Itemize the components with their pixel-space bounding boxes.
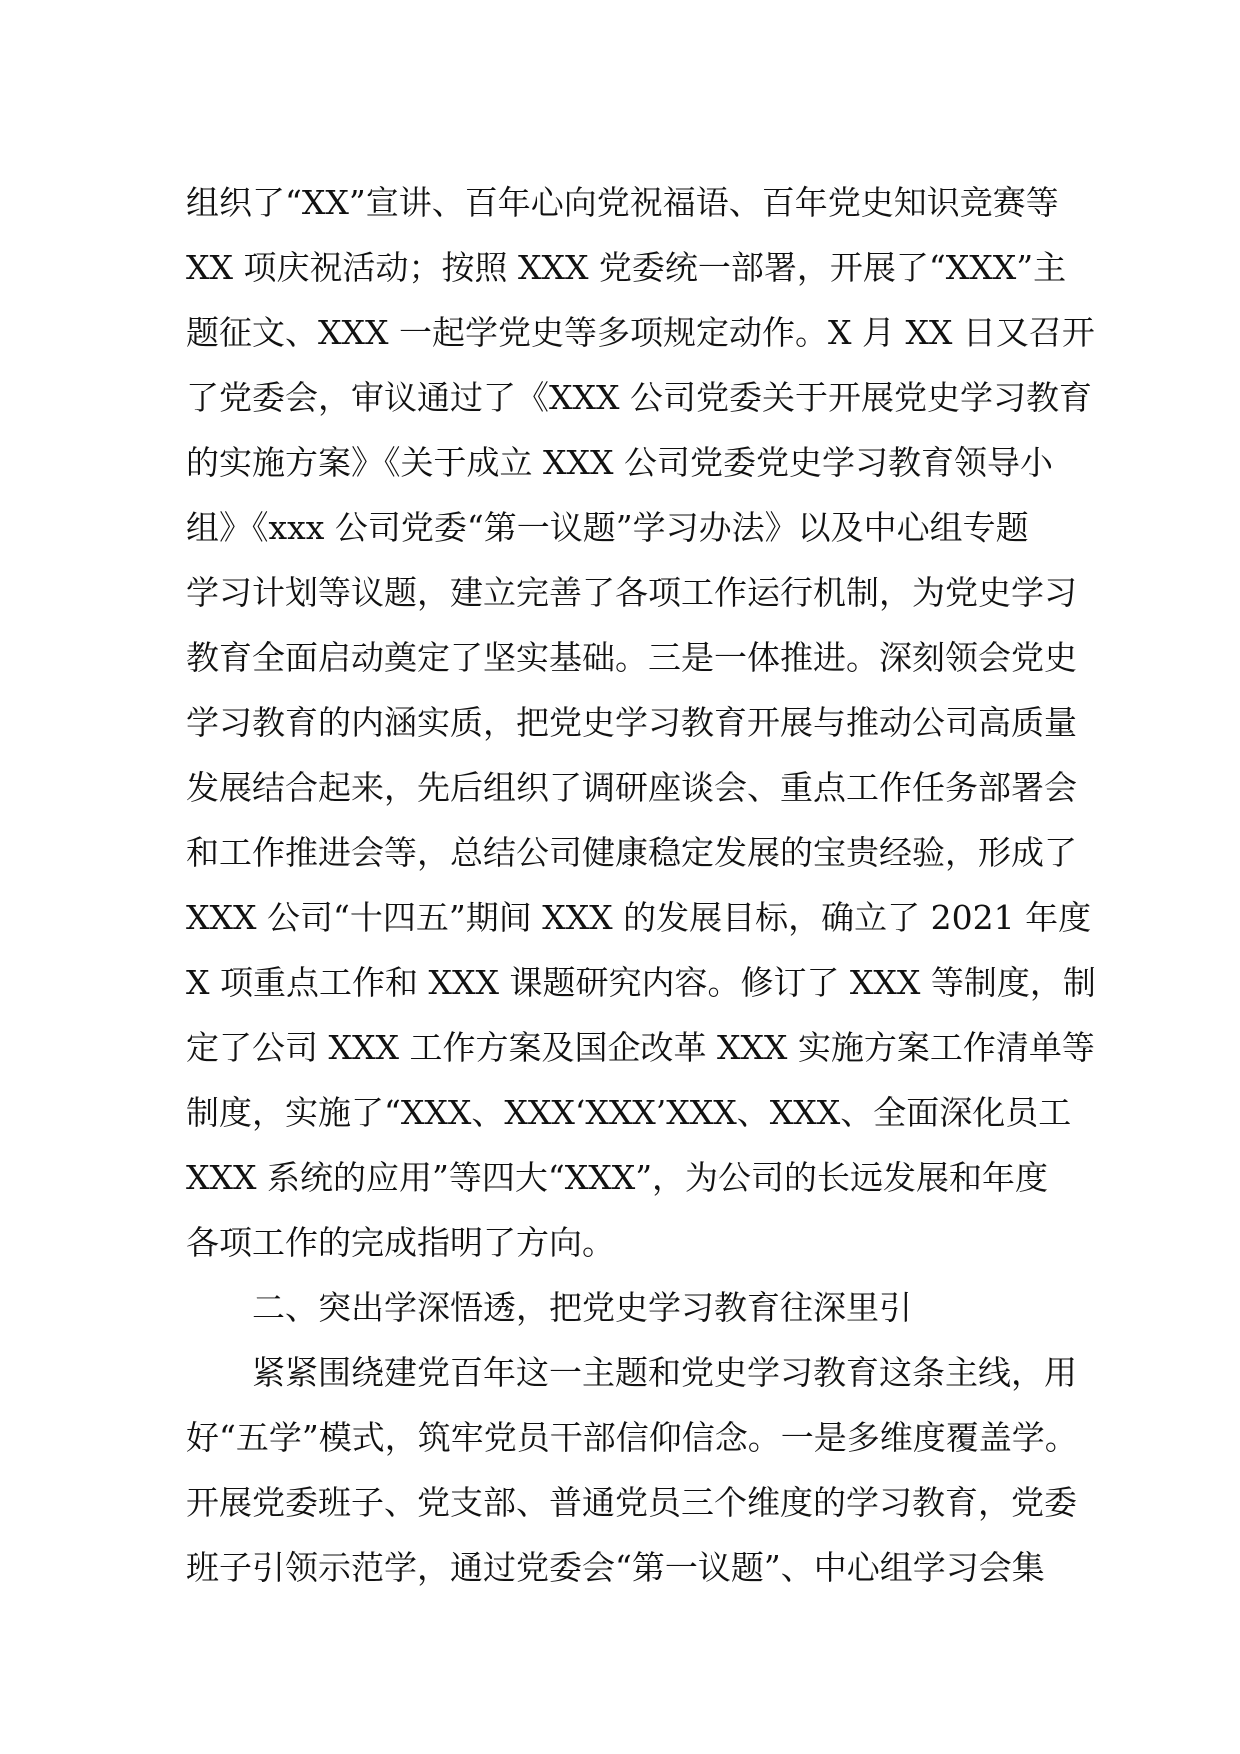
- text-line: 题征文、XXX 一起学党史等多项规定动作。X 月 XX 日又召开: [186, 313, 1095, 352]
- text-line: 和工作推进会等，总结公司健康稳定发展的宝贵经验，形成了: [186, 833, 1077, 872]
- text-line: 学习计划等议题，建立完善了各项工作运行机制，为党史学习: [186, 573, 1077, 612]
- text-line: 制度，实施了“XXX、XXX‘XXX’XXX、XXX、全面深化员工: [186, 1093, 1072, 1132]
- text-line: 组》《xxx 公司党委“第一议题”学习办法》以及中心组专题: [186, 508, 1029, 547]
- text-line: 开展党委班子、党支部、普通党员三个维度的学习教育，党委: [186, 1483, 1077, 1522]
- text-line: 好“五学”模式，筑牢党员干部信仰信念。一是多维度覆盖学。: [186, 1418, 1078, 1457]
- text-line: 各项工作的完成指明了方向。: [186, 1223, 615, 1262]
- text-line: 学习教育的内涵实质，把党史学习教育开展与推动公司高质量: [186, 703, 1077, 742]
- text-line: 紧紧围绕建党百年这一主题和党史学习教育这条主线，用: [252, 1353, 1077, 1392]
- text-line: 班子引领示范学，通过党委会“第一议题”、中心组学习会集: [186, 1548, 1045, 1587]
- body-text: [186, 170, 1186, 1600]
- text-line: 定了公司 XXX 工作方案及国企改革 XXX 实施方案工作清单等: [186, 1028, 1095, 1067]
- text-line: 的实施方案》《关于成立 XXX 公司党委党史学习教育领导小: [186, 443, 1053, 482]
- text-line: 发展结合起来，先后组织了调研座谈会、重点工作任务部署会: [186, 768, 1077, 807]
- text-line: XXX 公司“十四五”期间 XXX 的发展目标，确立了 2021 年度: [186, 898, 1092, 937]
- text-line: 教育全面启动奠定了坚实基础。三是一体推进。深刻领会党史: [186, 638, 1077, 677]
- text-line: X 项重点工作和 XXX 课题研究内容。修订了 XXX 等制度，制: [186, 963, 1096, 1002]
- text-line: 组织了“XX”宣讲、百年心向党祝福语、百年党史知识竞赛等: [186, 183, 1059, 222]
- text-line: XXX 系统的应用”等四大“XXX”，为公司的长远发展和年度: [186, 1158, 1049, 1197]
- text-line: 了党委会，审议通过了《XXX 公司党委关于开展党史学习教育: [186, 378, 1092, 417]
- section-heading: 二、突出学深悟透，把党史学习教育往深里引: [252, 1288, 912, 1327]
- text-line: XX 项庆祝活动；按照 XXX 党委统一部署，开展了“XXX”主: [186, 248, 1067, 287]
